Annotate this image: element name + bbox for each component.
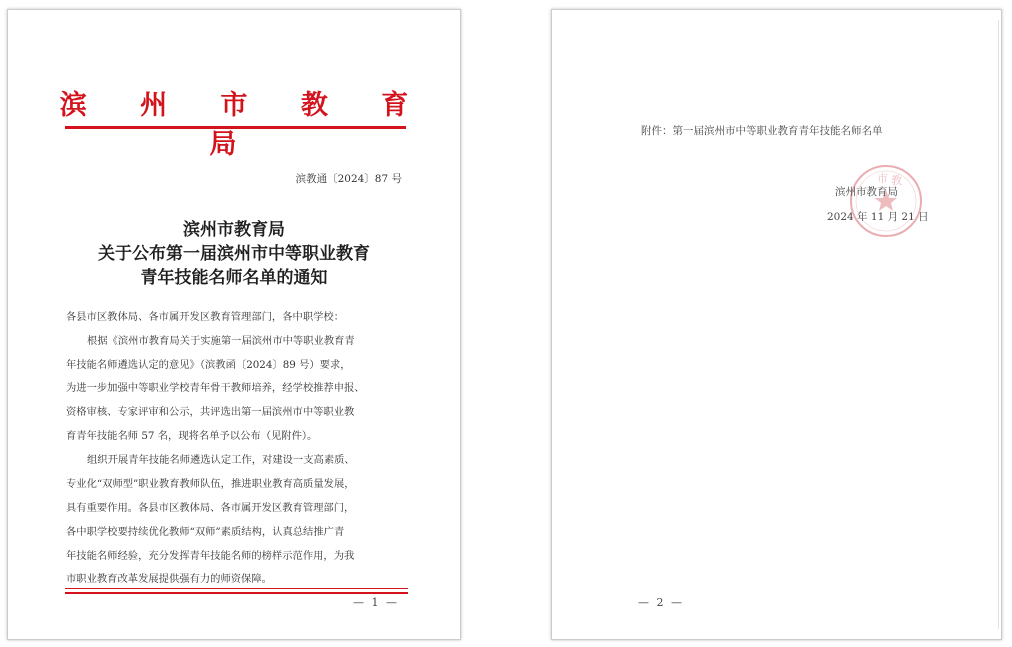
svg-text:市: 市 xyxy=(877,172,888,185)
body-line: 各县市区教体局、各市属开发区教育管理部门，各中职学校： xyxy=(66,311,345,323)
body-line: 根据《滨州市教育局关于实施第一届滨州市中等职业教育青 xyxy=(87,335,355,347)
body-line: 为进一步加强中等职业学校青年骨干教师培养，经学校推荐申报、 xyxy=(66,382,365,394)
issuer-name: 滨州市教育局 xyxy=(835,186,898,198)
title-line-2: 关于公布第一届滨州市中等职业教育 xyxy=(98,244,370,264)
body-line: 育青年技能名师 57 名，现将名单予以公布（见附件）。 xyxy=(66,430,318,442)
body-line: 具有重要作用。各县市区教体局、各市属开发区教育管理部门， xyxy=(66,502,355,514)
agency-name-header: 滨 州 市 教 育 局 xyxy=(59,90,431,160)
body-line: 市职业教育改革发展提供强有力的师资保障。 xyxy=(66,573,272,585)
body-line: 专业化“双师型”职业教育教师队伍，推进职业教育高质量发展， xyxy=(66,478,355,490)
official-seal-stamp xyxy=(847,162,925,240)
title-line-1: 滨州市教育局 xyxy=(183,220,285,240)
page-number-1: — 1 — xyxy=(353,596,399,609)
document-page-1 xyxy=(7,9,461,640)
footer-red-rule-top xyxy=(65,588,408,589)
document-number: 滨教通〔2024〕87 号 xyxy=(295,173,402,185)
body-line: 资格审核、专家评审和公示，共评选出第一届滨州市中等职业教 xyxy=(66,406,355,418)
body-line: 年技能名师经验，充分发挥青年技能名师的榜样示范作用，为我 xyxy=(66,550,355,562)
notice-body xyxy=(66,10,412,641)
document-page-2 xyxy=(551,9,1002,640)
title-line-3: 青年技能名师名单的通知 xyxy=(140,268,328,288)
attachment-line: 附件：第一届滨州市中等职业教育青年技能名师名单 xyxy=(641,125,883,137)
body-line: 各中职学校要持续优化教师“双师”素质结构，认真总结推广青 xyxy=(66,526,345,538)
body-line: 组织开展青年技能名师遴选认定工作，对建设一支高素质、 xyxy=(87,454,355,466)
svg-text:教: 教 xyxy=(891,174,902,187)
footer-red-rule-bottom xyxy=(65,592,408,594)
body-line: 年技能名师遴选认定的意见》（滨教函〔2024〕89 号）要求， xyxy=(66,359,351,371)
issue-date: 2024 年 11 月 21 日 xyxy=(827,211,929,223)
page-number-2: — 2 — xyxy=(638,596,684,609)
